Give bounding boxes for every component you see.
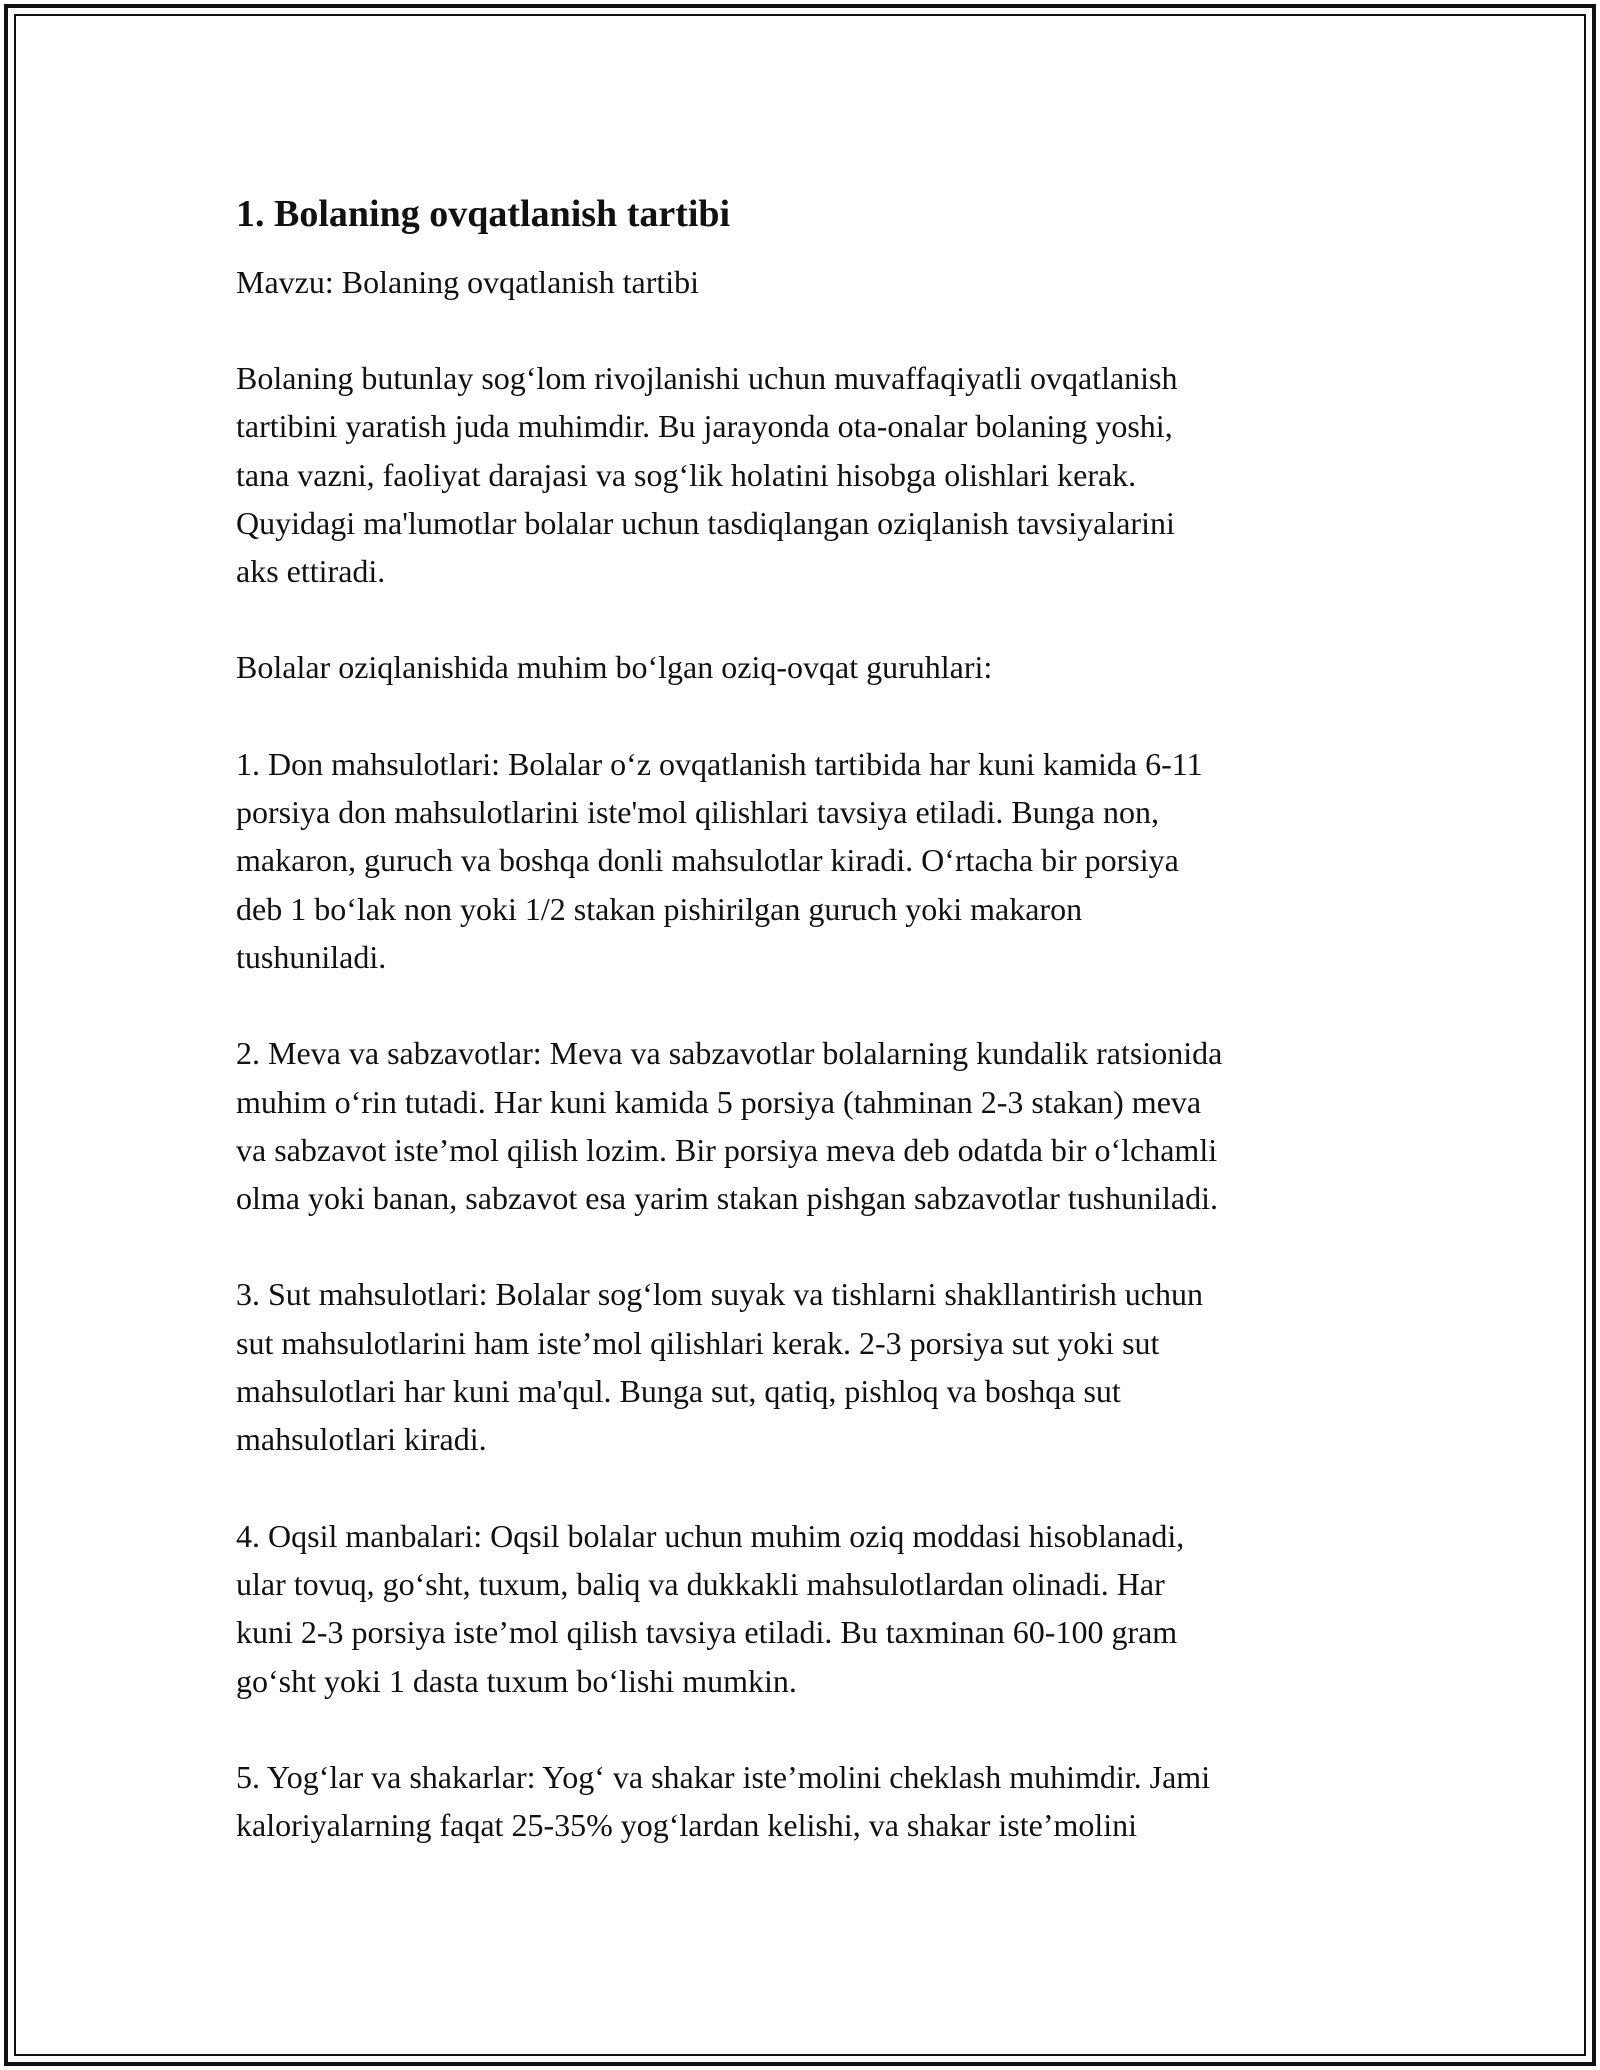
- document-title: 1. Bolaning ovqatlanish tartibi: [236, 193, 731, 235]
- paragraph: [236, 1753, 1396, 1850]
- paragraph-line: olma yoki banan, sabzavot esa yarim stakan pishgan sabzavotlar tushuniladi.: [236, 1180, 1218, 1217]
- paragraph: [236, 1270, 1396, 1463]
- paragraph-line: tana vazni, faoliyat darajasi va sog‘lik holatini hisobga olishlari kerak.: [236, 456, 1137, 493]
- paragraph-line: go‘sht yoki 1 dasta tuxum bo‘lishi mumkin.: [236, 1662, 797, 1699]
- paragraph-line: tushuniladi.: [236, 938, 387, 975]
- paragraph-line: aks ettiradi.: [236, 553, 386, 590]
- paragraph-line: 5. Yog‘lar va shakarlar: Yog‘ va shakar iste’molini cheklash muhimdir. Jami: [236, 1758, 1211, 1795]
- paragraph-line: 3. Sut mahsulotlari: Bolalar sog‘lom suyak va tishlarni shakllantirish uchun: [236, 1276, 1203, 1313]
- paragraph-line: sut mahsulotlarini ham iste’mol qilishlari kerak. 2-3 porsiya sut yoki sut: [236, 1324, 1160, 1361]
- document-subject: Mavzu: Bolaning ovqatlanish tartibi: [236, 264, 700, 300]
- paragraph-line: Bolaning butunlay sog‘lom rivojlanishi uchun muvaffaqiyatli ovqatlanish: [236, 360, 1178, 396]
- paragraph-line: deb 1 bo‘lak non yoki 1/2 stakan pishirilgan guruch yoki makaron: [236, 890, 1083, 927]
- paragraph-line: mahsulotlari kiradi.: [236, 1421, 487, 1458]
- paragraph: [236, 740, 1396, 981]
- paragraph: [236, 1029, 1396, 1222]
- paragraph-line: kaloriyalarning faqat 25-35% yog‘lardan kelishi, va shakar iste’molini: [236, 1807, 1138, 1844]
- paragraph-line: makaron, guruch va boshqa donli mahsulotlar kiradi. O‘rtacha bir porsiya: [236, 842, 1179, 879]
- paragraph-line: porsiya don mahsulotlarini iste'mol qilishlari tavsiya etiladi. Bunga non,: [236, 794, 1159, 831]
- paragraph-line: tartibini yaratish juda muhimdir. Bu jarayonda ota-onalar bolaning yoshi,: [236, 408, 1173, 445]
- paragraph-line: Quyidagi ma'lumotlar bolalar uchun tasdiqlangan oziqlanish tavsiyalarini: [236, 504, 1175, 541]
- paragraph-line: Bolalar oziqlanishida muhim bo‘lgan oziq-ovqat guruhlari:: [236, 649, 993, 686]
- paragraph-line: ular tovuq, go‘sht, tuxum, baliq va dukkakli mahsulotlardan olinadi. Har: [236, 1565, 1165, 1602]
- paragraph-line: 1. Don mahsulotlari: Bolalar o‘z ovqatlanish tartibida har kuni kamida 6-11: [236, 745, 1203, 782]
- document-page: [236, 186, 1396, 1849]
- paragraph: [236, 1512, 1396, 1705]
- paragraph-line: 2. Meva va sabzavotlar: Meva va sabzavotlar bolalarning kundalik ratsionida: [236, 1035, 1223, 1072]
- paragraph-line: va sabzavot iste’mol qilish lozim. Bir porsiya meva deb odatda bir o‘lchamli: [236, 1131, 1218, 1168]
- paragraph: [236, 354, 1396, 595]
- paragraph-line: kuni 2-3 porsiya iste’mol qilish tavsiya etiladi. Bu taxminan 60-100 gram: [236, 1614, 1178, 1651]
- document-body: [236, 354, 1396, 1849]
- paragraph-line: muhim o‘rin tutadi. Har kuni kamida 5 porsiya (tahminan 2-3 stakan) meva: [236, 1083, 1202, 1120]
- paragraph-line: mahsulotlari har kuni ma'qul. Bunga sut, qatiq, pishloq va boshqa sut: [236, 1373, 1121, 1410]
- paragraph: [236, 643, 1396, 691]
- paragraph-line: 4. Oqsil manbalari: Oqsil bolalar uchun muhim oziq moddasi hisoblanadi,: [236, 1517, 1185, 1554]
